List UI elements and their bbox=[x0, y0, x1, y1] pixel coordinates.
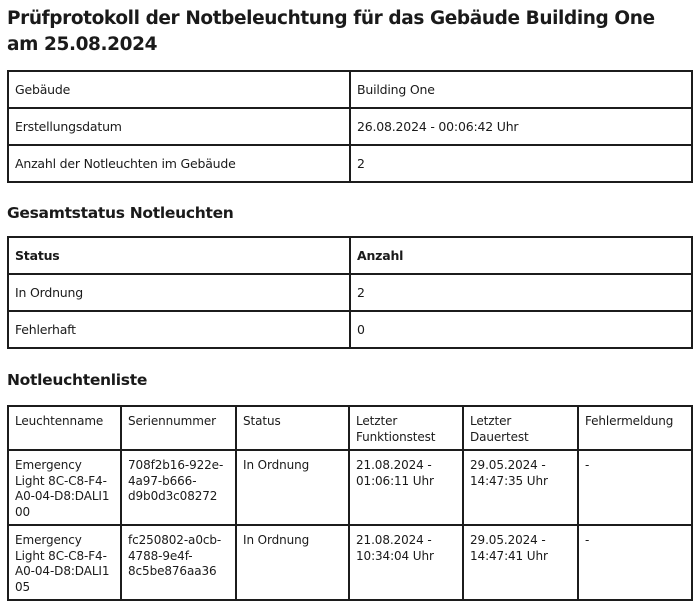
error-message-cell: - bbox=[578, 525, 692, 600]
info-label: Anzahl der Notleuchten im Gebäude bbox=[8, 145, 350, 182]
light-name-cell: Emergency Light 8C-C8-F4-A0-04-D8:DALI1 00 bbox=[8, 450, 121, 525]
table-row bbox=[8, 108, 692, 145]
table-row bbox=[8, 145, 692, 182]
duration-test-cell: 29.05.2024 - 14:47:41 Uhr bbox=[463, 525, 578, 600]
table-row bbox=[8, 71, 692, 108]
section-heading-list: Notleuchtenliste bbox=[7, 371, 148, 389]
info-value: 26.08.2024 - 00:06:42 Uhr bbox=[350, 108, 692, 145]
status-cell: In Ordnung bbox=[236, 450, 349, 525]
count-cell: 0 bbox=[350, 311, 692, 348]
function-test-cell: 21.08.2024 - 01:06:11 Uhr bbox=[349, 450, 463, 525]
building-info-table bbox=[7, 70, 693, 183]
column-header: Leuchtenname bbox=[8, 406, 121, 450]
duration-test-cell: 29.05.2024 - 14:47:35 Uhr bbox=[463, 450, 578, 525]
column-header: Letzter Dauertest bbox=[463, 406, 578, 450]
serial-number-cell: fc250802-a0cb-4788-9e4f-8c5be876aa36 bbox=[121, 525, 236, 600]
info-value: 2 bbox=[350, 145, 692, 182]
count-cell: 2 bbox=[350, 274, 692, 311]
table-row bbox=[8, 274, 692, 311]
table-row bbox=[8, 525, 692, 600]
section-heading-status: Gesamtstatus Notleuchten bbox=[7, 204, 234, 222]
column-header: Fehlermeldung bbox=[578, 406, 692, 450]
table-row bbox=[8, 450, 692, 525]
info-label: Gebäude bbox=[8, 71, 350, 108]
column-header: Letzter Funktionstest bbox=[349, 406, 463, 450]
light-name-cell: Emergency Light 8C-C8-F4-A0-04-D8:DALI1 05 bbox=[8, 525, 121, 600]
column-header: Anzahl bbox=[350, 237, 692, 274]
table-row bbox=[8, 311, 692, 348]
error-message-cell: - bbox=[578, 450, 692, 525]
emergency-light-list-table bbox=[7, 405, 693, 601]
table-header-row bbox=[8, 406, 692, 450]
status-summary-table bbox=[7, 236, 693, 349]
table-header-row bbox=[8, 237, 692, 274]
status-cell: In Ordnung bbox=[8, 274, 350, 311]
serial-number-cell: 708f2b16-922e-4a97-b666-d9b0d3c08272 bbox=[121, 450, 236, 525]
column-header: Status bbox=[236, 406, 349, 450]
function-test-cell: 21.08.2024 - 10:34:04 Uhr bbox=[349, 525, 463, 600]
status-cell: In Ordnung bbox=[236, 525, 349, 600]
page-title: Prüfprotokoll der Notbeleuchtung für das Gebäude Building One am 25.08.2024 bbox=[7, 8, 655, 55]
status-cell: Fehlerhaft bbox=[8, 311, 350, 348]
column-header: Seriennummer bbox=[121, 406, 236, 450]
column-header: Status bbox=[8, 237, 350, 274]
info-label: Erstellungsdatum bbox=[8, 108, 350, 145]
info-value: Building One bbox=[350, 71, 692, 108]
